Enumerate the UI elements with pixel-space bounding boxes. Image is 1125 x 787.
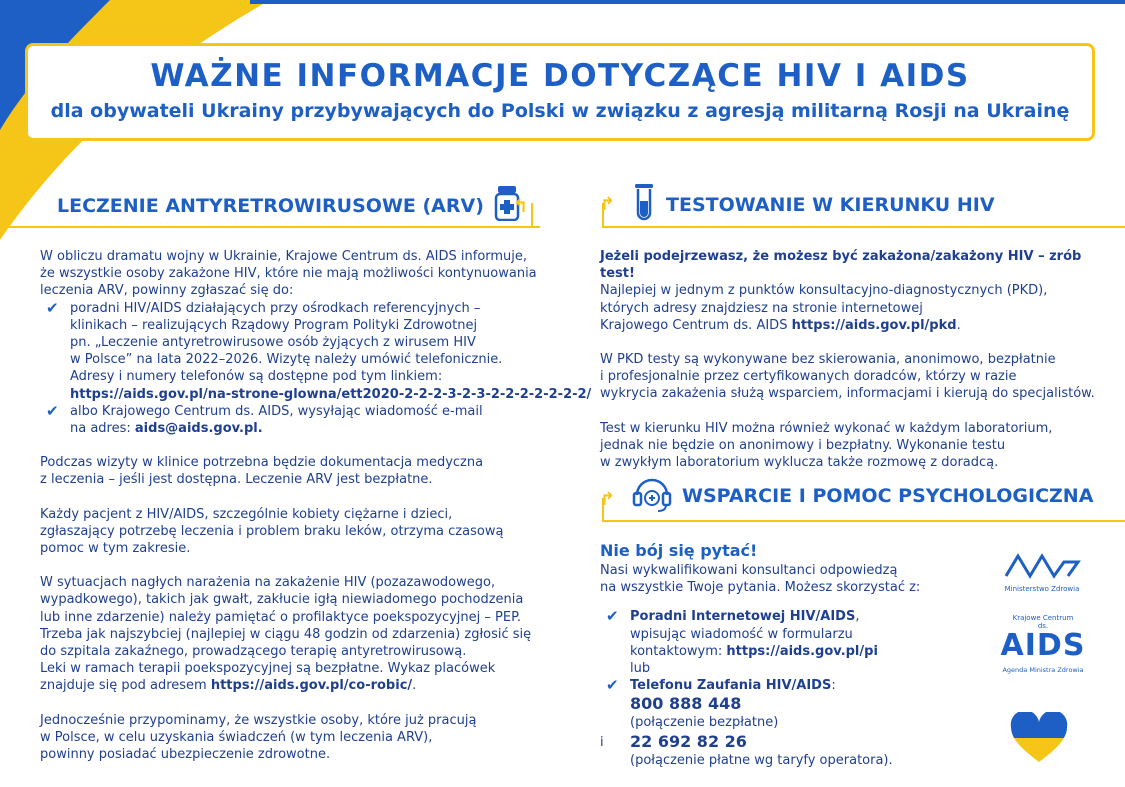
arv-paragraph-line: Podczas wizyty w klinice potrzebna będzie dokumentacja medyczna — [40, 455, 484, 471]
email-prefix: na adres: — [70, 421, 135, 437]
pep-suffix: . — [412, 678, 417, 694]
pkd-prefix: Krajowego Centrum ds. AIDS — [600, 317, 792, 333]
support-line: na wszystkie Twoje pytania. Możesz skorzystać z: — [600, 580, 921, 596]
section-heading-support — [632, 473, 1093, 518]
checkmark-icon: ✔ — [606, 607, 619, 626]
arv-intro-line: że wszystkie osoby zakażone HIV, które nie mają możliwości kontynuowania — [40, 266, 537, 282]
helpline-title: Telefonu Zaufania HIV/AIDS — [630, 678, 832, 694]
phone-paid[interactable]: 22 692 82 26 — [630, 731, 747, 751]
top-border-line — [250, 0, 1125, 4]
or-text: lub — [630, 661, 651, 677]
aids-logo-ds: ds. — [1037, 622, 1049, 630]
test-line: W PKD testy są wykonywane bez skierowania, anonimowo, bezpłatnie — [600, 352, 1056, 368]
checkmark-icon: ✔ — [606, 676, 619, 695]
page-subtitle: dla obywateli Ukrainy przybywających do Polski w związku z agresją militarną Rosji na Ukrainę — [50, 100, 1070, 122]
arv-paragraph-line: wypadkowego), takich jak gwałt, zakłucie igłą niewiadomego pochodzenia — [40, 592, 524, 608]
aids-center-logo — [995, 614, 1091, 674]
aids-logo-arc-text: Krajowe Centrum — [1012, 614, 1074, 622]
test-heading-text: TESTOWANIE W KIERUNKU HIV — [666, 193, 995, 216]
arv-divider-hook — [531, 203, 533, 228]
pep-prefix: znajduje się pod adresem — [40, 678, 211, 694]
arrow-right-icon: ↱ — [600, 194, 616, 215]
pi-link[interactable]: https://aids.gov.pl/pi — [726, 643, 878, 659]
heart-icon — [1010, 712, 1068, 768]
arv-bullet-clinics — [40, 298, 592, 403]
arv-paragraph-line: do szpitala zakaźnego, prowadzącego terapię antyretrowirusową. — [40, 644, 467, 660]
arv-bullet-line: Adresy i numery telefonów są dostępne pod tym linkiem: — [70, 369, 443, 385]
helpline-suffix: : — [831, 678, 836, 694]
arv-heading-text: LECZENIE ANTYRETROWIRUSOWE (ARV) — [57, 194, 484, 217]
arv-paragraph-line: zgłaszający potrzebę leczenia i problem braku leków, otrzyma czasową — [40, 523, 504, 539]
support-divider — [602, 520, 1125, 522]
section-heading-test — [632, 183, 995, 226]
online-clinic-suffix: , — [855, 609, 860, 625]
checkmark-icon: ✔ — [46, 298, 59, 317]
ministry-of-health-logo — [997, 552, 1087, 593]
arv-paragraph-line: lub inne zdarzenie) należy pamiętać o profilaktyce poekspozycyjnej – PEP. — [40, 609, 522, 625]
phone-free-note: (połączenie bezpłatne) — [630, 715, 779, 731]
email-link[interactable]: aids@aids.gov.pl. — [134, 421, 263, 437]
test-tube-icon — [632, 183, 656, 226]
test-divider — [602, 226, 1125, 228]
arv-bullet-line: poradni HIV/AIDS działających przy ośrodkach referencyjnych – — [70, 300, 481, 316]
support-body — [600, 540, 990, 769]
support-bullet-phone — [600, 677, 990, 769]
arv-paragraph-line: pomoc w tym zakresie. — [40, 541, 191, 557]
pkd-link[interactable]: https://aids.gov.pl/pkd — [791, 317, 957, 333]
support-line: wpisując wiadomość w formularzu — [630, 626, 853, 642]
arv-intro-line: leczenia ARV, powinny zgłaszać się do: — [40, 283, 294, 299]
test-body — [600, 248, 1105, 471]
phone-free[interactable]: 800 888 448 — [630, 694, 742, 714]
arrow-left-icon: ↰ — [513, 196, 529, 217]
support-line: Nasi wykwalifikowani konsultanci odpowiedzą — [600, 563, 898, 578]
phone-paid-note: (połączenie płatne wg taryfy operatora). — [630, 752, 893, 768]
arv-bullet-line: klinikach – realizujących Rządowy Program Polityki Zdrowotnej — [70, 317, 478, 333]
arrow-right-icon: ↱ — [600, 489, 616, 510]
test-line: jednak nie będzie on anonimowy i bezpłatny. Wykonanie testu — [600, 437, 1006, 453]
section-heading-arv — [57, 185, 520, 226]
page-title: WAŻNE INFORMACJE DOTYCZĄCE HIV I AIDS — [150, 58, 970, 94]
test-lead: Jeżeli podejrzewasz, że możesz być zakażona/zakażony HIV – zrób test! — [600, 249, 1082, 282]
aids-logo-caption: Agenda Ministra Zdrowia — [1002, 666, 1084, 674]
arv-divider — [0, 226, 540, 228]
arv-intro-line: W obliczu dramatu wojny w Ukrainie, Krajowe Centrum ds. AIDS informuje, — [40, 249, 528, 264]
test-line: wykrycia zakażenia służą wsparciem, informacjami i kierują do specjalistów. — [600, 386, 1095, 402]
arv-paragraph-line: z leczenia – jeśli jest dostępna. Leczenie ARV jest bezpłatne. — [40, 472, 433, 488]
support-heading-text: WSPARCIE I POMOC PSYCHOLOGICZNA — [682, 484, 1094, 507]
arv-bullet-line: w Polsce” na lata 2022–2026. Wizytę należy umówić telefonicznie. — [70, 352, 503, 368]
arv-paragraph-line: Trzeba jak najszybciej (najlepiej w ciągu 48 godzin od zdarzenia) zgłosić się — [40, 626, 532, 642]
clinics-link[interactable]: https://aids.gov.pl/na-strone-glowna/ett2020-2-2-2-3-2-3-2-2-2-2-2-2-2/ — [70, 386, 592, 402]
arv-paragraph-line: Jednocześnie przypominamy, że wszystkie osoby, które już pracują — [40, 712, 477, 728]
title-box — [25, 43, 1095, 141]
test-line: i profesjonalnie przez certyfikowanych doradców, którzy w razie — [600, 369, 1017, 385]
online-clinic-title: Poradni Internetowej HIV/AIDS — [630, 609, 856, 625]
pkd-suffix: . — [956, 317, 961, 333]
co-robic-link[interactable]: https://aids.gov.pl/co-robic/ — [210, 678, 413, 694]
arv-body — [40, 248, 592, 763]
arv-bullet-email — [40, 403, 560, 437]
arv-paragraph-line: powinny posiadać ubezpieczenie zdrowotne. — [40, 747, 331, 763]
support-bullet-online — [600, 608, 990, 677]
test-line: Najlepiej w jednym z punktów konsultacyjno-diagnostycznych (PKD), — [600, 283, 1048, 299]
arv-paragraph-line: Leki w ramach terapii poekspozycyjnej są bezpłatne. Wykaz placówek — [40, 661, 496, 677]
ministry-logo-mark-icon — [1002, 552, 1082, 580]
contact-prefix: kontaktowym: — [630, 643, 727, 659]
support-lead: Nie bój się pytać! — [600, 541, 758, 560]
test-line: w zwykłym laboratorium wyklucza także rozmowę z doradcą. — [600, 455, 999, 471]
arv-bullet-line: pn. „Leczenie antyretrowirusowe osób żyjących z wirusem HIV — [70, 335, 476, 351]
test-line: których adresy znajdziesz na stronie internetowej — [600, 300, 923, 316]
arv-paragraph-line: W sytuacjach nagłych narażenia na zakażenie HIV (pozazawodowego, — [40, 575, 496, 591]
phone2-prefix: i — [600, 734, 604, 750]
test-line: Test w kierunku HIV można również wykonać w każdym laboratorium, — [600, 420, 1053, 436]
arv-paragraph-line: Każdy pacjent z HIV/AIDS, szczególnie kobiety ciężarne i dzieci, — [40, 506, 453, 522]
arv-paragraph-line: w Polsce, w celu uzyskania świadczeń (w tym leczenia ARV), — [40, 729, 433, 745]
headset-icon — [632, 473, 672, 518]
arv-bullet-line: albo Krajowego Centrum ds. AIDS, wysyłając wiadomość e-mail — [70, 403, 483, 419]
checkmark-icon: ✔ — [46, 401, 59, 420]
aids-logo-word: AIDS — [1000, 628, 1086, 663]
ministry-caption: Ministerstwo Zdrowia — [1004, 585, 1080, 593]
